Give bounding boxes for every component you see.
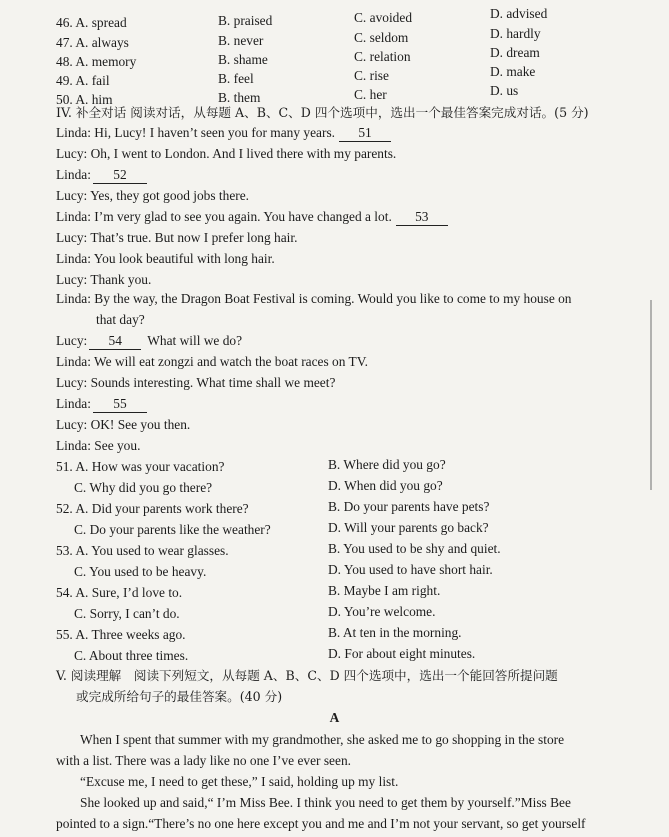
option-50-a[interactable]: 50. A. him [56, 92, 113, 107]
choice-55-b[interactable]: B. At ten in the morning. [328, 625, 462, 640]
choice-52-c[interactable]: C. Do your parents like the weather? [74, 522, 271, 537]
choice-54-b[interactable]: B. Maybe I am right. [328, 583, 441, 598]
option-48-d[interactable]: D. dream [490, 45, 540, 60]
dialogue-line: Linda: You look beautiful with long hair. [56, 251, 275, 266]
dialogue-text: What will we do? [147, 333, 243, 348]
dialogue-line: Lucy: That’s true. But now I prefer long hair. [56, 230, 298, 245]
dialogue-line: Lucy: OK! See you then. [56, 417, 191, 432]
option-46-d[interactable]: D. advised [490, 6, 548, 21]
dialogue-text: Lucy: [56, 333, 88, 348]
dialogue-line [56, 124, 391, 142]
choice-51-b[interactable]: B. Where did you go? [328, 457, 446, 472]
option-47-a[interactable]: 47. A. always [56, 35, 129, 50]
dialogue-line: Lucy: Oh, I went to London. And I lived there with my parents. [56, 146, 397, 161]
choice-52-b[interactable]: B. Do your parents have pets? [328, 499, 490, 514]
choice-55-d[interactable]: D. For about eight minutes. [328, 646, 476, 661]
passage-line: When I spent that summer with my grandmother, she asked me to go shopping in the store [80, 732, 565, 747]
dialogue-line: that day? [96, 312, 145, 327]
choice-54-a[interactable]: 54. A. Sure, I’d love to. [56, 585, 183, 600]
option-49-c[interactable]: C. rise [354, 68, 389, 83]
option-49-a[interactable]: 49. A. fail [56, 73, 110, 88]
dialogue-line: Linda: By the way, the Dragon Boat Festival is coming. Would you like to come to my house on [56, 291, 572, 306]
section-5-heading: V. 阅读理解 阅读下列短文，从每题 A、B、C、D 四个选项中，选出一个能回答所提问题 [56, 668, 558, 683]
passage-line: “Excuse me, I need to get these,” I said, holding up my list. [80, 774, 399, 789]
option-47-b[interactable]: B. never [218, 33, 264, 48]
option-47-d[interactable]: D. hardly [490, 26, 541, 41]
dialogue-text: Linda: [56, 167, 91, 182]
choice-55-c[interactable]: C. About three times. [74, 648, 189, 663]
choice-55-a[interactable]: 55. A. Three weeks ago. [56, 627, 186, 642]
choice-53-a[interactable]: 53. A. You used to wear glasses. [56, 543, 229, 558]
section-4-heading: IV. 补全对话 阅读对话，从每题 A、B、C、D 四个选项中，选出一个最佳答案完成对话。(5 分) [56, 105, 589, 120]
passage-line: with a list. There was a lady like no one I’ve ever seen. [56, 753, 351, 768]
passage-line: She looked up and said,“ I’m Miss Bee. I think you need to get them by yourself.”Miss Bee [80, 795, 571, 810]
dialogue-line: Linda: We will eat zongzi and watch the boat races on TV. [56, 354, 369, 369]
option-49-b[interactable]: B. feel [218, 71, 254, 86]
choice-53-c[interactable]: C. You used to be heavy. [74, 564, 207, 579]
dialogue-line: Lucy: Yes, they got good jobs there. [56, 188, 250, 203]
section-5-heading-cont: 或完成所给句子的最佳答案。(40 分) [76, 689, 283, 704]
choice-51-d[interactable]: D. When did you go? [328, 478, 443, 493]
option-48-b[interactable]: B. shame [218, 52, 268, 67]
blank-54[interactable]: 54 [89, 333, 141, 350]
dialogue-line [56, 332, 242, 350]
choice-54-c[interactable]: C. Sorry, I can’t do. [74, 606, 180, 621]
choice-51-c[interactable]: C. Why did you go there? [74, 480, 213, 495]
blank-51[interactable]: 51 [339, 125, 391, 142]
passage-line: pointed to a sign.“There’s no one here except you and me and I’m not your servant, so get yourself [56, 816, 586, 831]
choice-53-b[interactable]: B. You used to be shy and quiet. [328, 541, 501, 556]
option-46-b[interactable]: B. praised [218, 13, 273, 28]
dialogue-line: Lucy: Sounds interesting. What time shall we meet? [56, 375, 336, 390]
blank-52[interactable]: 52 [93, 167, 147, 184]
blank-53[interactable]: 53 [396, 209, 448, 226]
choice-52-a[interactable]: 52. A. Did your parents work there? [56, 501, 249, 516]
option-46-c[interactable]: C. avoided [354, 10, 413, 25]
option-50-d[interactable]: D. us [490, 83, 519, 98]
choice-52-d[interactable]: D. Will your parents go back? [328, 520, 489, 535]
option-48-c[interactable]: C. relation [354, 49, 411, 64]
dialogue-text: Linda: [56, 396, 91, 411]
passage-label: A [329, 710, 340, 725]
dialogue-line: Linda: See you. [56, 438, 141, 453]
option-49-d[interactable]: D. make [490, 64, 536, 79]
dialogue-line [56, 166, 147, 184]
dialogue-line [56, 395, 147, 413]
dialogue-line [56, 208, 448, 226]
blank-55[interactable]: 55 [93, 396, 147, 413]
dialogue-text: Linda: Hi, Lucy! I haven’t seen you for many years. [56, 125, 336, 140]
dialogue-line: Lucy: Thank you. [56, 272, 152, 287]
option-50-c[interactable]: C. her [354, 87, 387, 102]
page-fold-shadow [650, 300, 652, 490]
choice-53-d[interactable]: D. You used to have short hair. [328, 562, 493, 577]
dialogue-text: Linda: I’m very glad to see you again. You have changed a lot. [56, 209, 392, 224]
option-48-a[interactable]: 48. A. memory [56, 54, 137, 69]
choice-51-a[interactable]: 51. A. How was your vacation? [56, 459, 225, 474]
option-46-a[interactable]: 46. A. spread [56, 15, 127, 30]
option-47-c[interactable]: C. seldom [354, 30, 409, 45]
choice-54-d[interactable]: D. You’re welcome. [328, 604, 436, 619]
option-50-b[interactable]: B. them [218, 90, 261, 105]
